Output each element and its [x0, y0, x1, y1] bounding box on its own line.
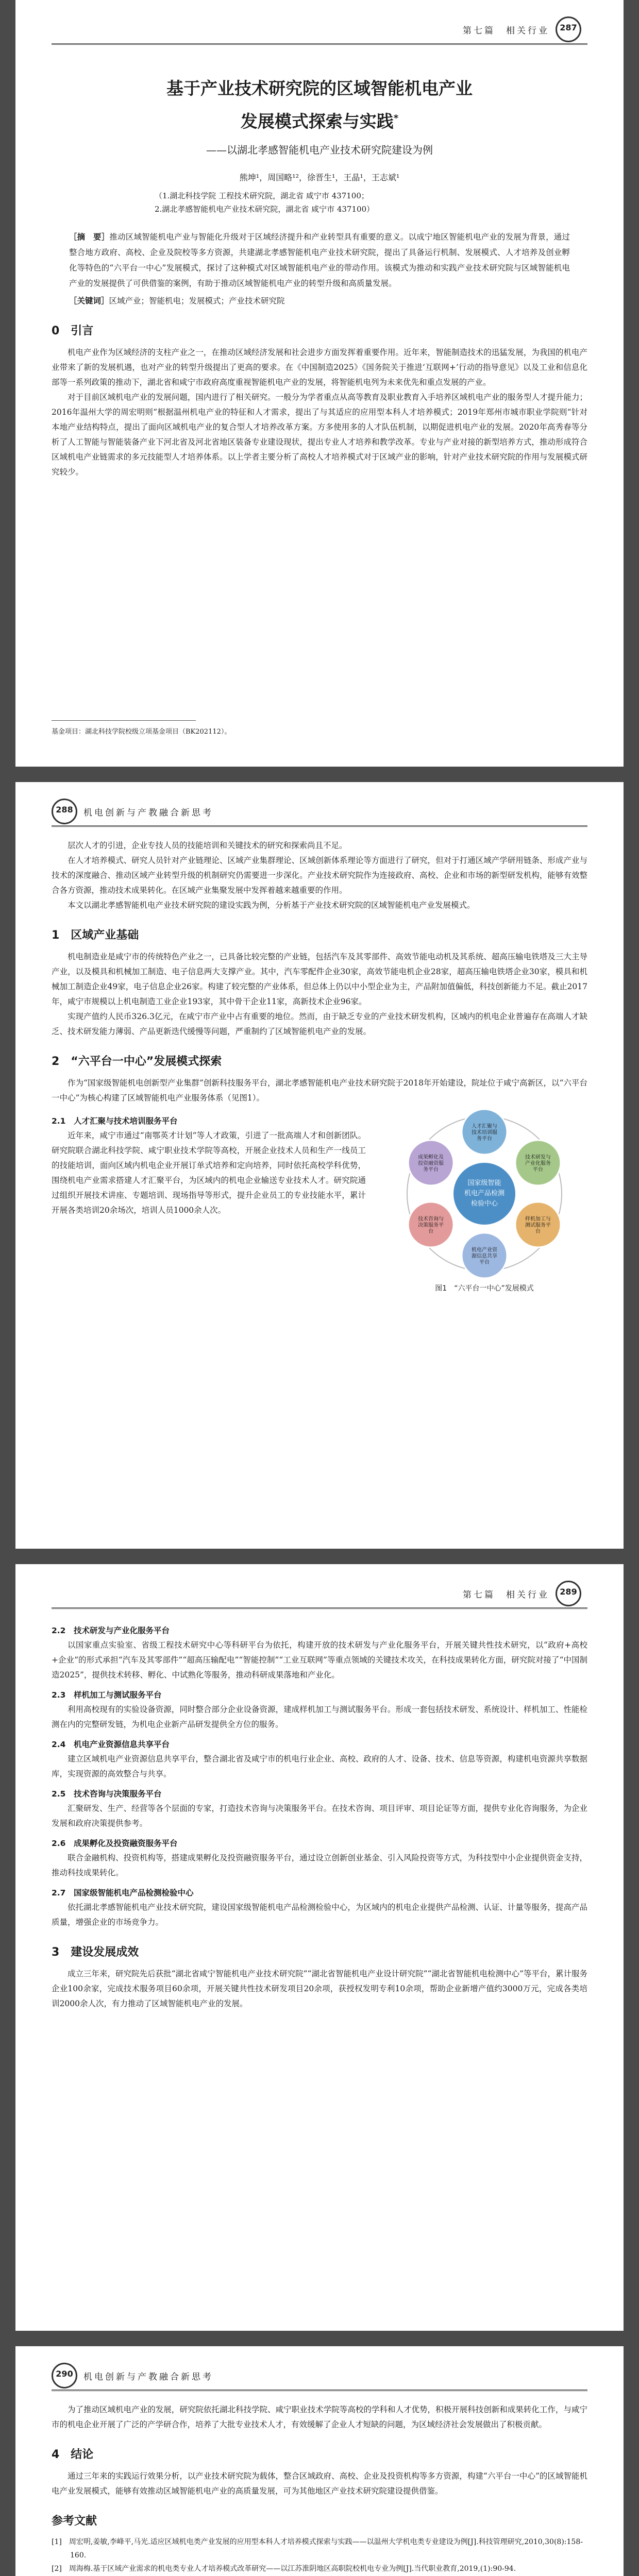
center-label-3: 检验中心	[470, 1200, 498, 1208]
platform-node-label: 样机加工与测试服务平台	[525, 1216, 551, 1234]
reference-item: [1] 周宏明,姜敏,李峰平,马光.适应区域机电类产业发展的应用型本科人才培养模式探索与实践——以温州大学机电类专业建设为例[J].科技管理研究,2010,30(8):158-160.	[52, 2538, 583, 2560]
platform-node-label: 技术研发与产业化服务平台	[525, 1155, 551, 1173]
page-header	[52, 2362, 587, 2391]
paragraph: 建立区域机电产业资源信息共享平台，整合湖北省及咸宁市的机电行业企业、高校、政府的人才、设备、技术、信息等资源，构建机电资源共享数据库，实现资源的高效整合与共享。	[52, 1754, 587, 1778]
paragraph: 为了推动区域机电产业的发展，研究院依托湖北科技学院、咸宁职业技术学院等高校的学科和人才优势，积极开展科技创新和成果转化工作，与咸宁市的机电企业开展了广泛的产学研合作，培养了大批专业技术人才，有效缓解了企业人才短缺的问题，为区域经济社会发展做出了积极贡献。	[52, 2405, 587, 2429]
paragraph: 本文以湖北孝感智能机电产业技术研究院的建设实践为例，分析基于产业技术研究院的区域智能机电产业发展模式。	[68, 901, 475, 910]
paragraph: 作为“国家级智能机电创新型产业集群”创新科技服务平台，湖北孝感智能机电产业技术研究院于2018年开始建设，院址位于咸宁高新区，以“六平台一中心”为核心构建了区域智能机电产业服务体系（见图1）。	[52, 1078, 587, 1103]
paragraph: 以国家重点实验室、省级工程技术研究中心等科研平台为依托，构建开放的技术研发与产业化服务平台，开展关键共性技术研究，以“政府+高校+企业”的形式承担“汽车及其零部件”“超高压输配电”“智能控制”“工业互联网”等重点领域的关键技术攻关，在科技成果转化方面，研究院对接了“中国制造2025”，提供技术转移、孵化、中试熟化等服务，推动科研成果落地和产业化。	[52, 1640, 587, 1680]
title-line-1: 基于产业技术研究院的区域智能机电产业	[166, 78, 473, 98]
section-heading: 1 区域产业基础	[52, 929, 139, 942]
paragraph: 依托湖北孝感智能机电产业技术研究院，建设国家级智能机电产品检测检验中心，为区域内的机电企业提供产品检测、认证、计量等服务，提高产品质量，增强企业的市场竞争力。	[52, 1903, 587, 1927]
section-header: 第七篇 相关行业	[463, 25, 549, 36]
affiliation-1: （1.湖北科技学院 工程技术研究院，湖北省 咸宁市 437100；	[155, 191, 369, 200]
subsection-heading: 2.1 人才汇聚与技术培训服务平台	[52, 1116, 178, 1126]
center-label-2: 机电产品检测	[464, 1190, 505, 1197]
reference-list	[52, 2535, 587, 2576]
subsection-heading: 2.3 样机加工与测试服务平台	[52, 1690, 162, 1700]
page-number: 290	[52, 2363, 77, 2388]
section-heading: 3 建设发展成效	[52, 1946, 139, 1959]
page-1	[15, 0, 624, 767]
two-column-block	[52, 1109, 587, 1293]
abstract	[69, 229, 570, 291]
page-4	[15, 2346, 624, 2576]
page-3	[15, 1564, 624, 2331]
section-heading: 2 “六平台一中心”发展模式探索	[52, 1055, 222, 1068]
page-number: 288	[52, 799, 77, 824]
page-number: 287	[556, 16, 581, 42]
paragraph: 机电产业作为区域经济的支柱产业之一，在推动区域经济发展和社会进步方面发挥着重要作用。近年来，智能制造技术的迅猛发展，为我国的机电产业带来了新的发展机遇，也对产业的转型升级提出了更高的要求。在《中国制造2025》《国务院关于推进‘互联网+’行动的指导意见》以及工业和信息化部等一系列政策的推动下，湖北省和咸宁市政府高度重视智能机电产业的发展，将智能机电列为未来优先和重点发展的产业。	[52, 348, 587, 387]
paragraph: 成立三年来，研究院先后获批“湖北省咸宁智能机电产业技术研究院”“湖北省智能机电产业设计研究院”“湖北省智能机电检测中心”等平台，累计服务企业100余家，完成技术服务项目60余项，开展关键共性技术研发项目20余项，获授权发明专利10余项，帮助企业新增产值约3000万元，完成各类培训2000余人次，有力推动了区域智能机电产业的发展。	[52, 1969, 587, 2008]
paragraph: 实现产值约人民币326.3亿元，在咸宁市产业中占有重要的地位。然而，由于缺乏专业的产业技术研发机构，区域内的机电企业普遍存在高端人才缺乏、技术研发能力薄弱、产品更新迭代缓慢等问题，严重制约了区域智能机电产业的发展。	[52, 1012, 587, 1036]
paragraph: 对于目前区域机电产业的发展问题，国内进行了相关研究。一般分为学者重点从高等教育及职业教育入手培养区域机电产业的服务型人才提升能力；2016年温州大学的周宏明则“根据温州机电产业的特征和人才需求，提出了与其适应的应用型本科人才培养模式；2019年郑州市城市职业学院则“针对本地产业结构特点，提出了面向区域机电产业的复合型人才培养改革方案。方多使用多的人才队伍机制，以期促进机电产业的发展。2020年高秀春等分析了人工智能与智能装备产业下河北省及河北省地区装备专业建设现状，提出专业人才培养和教学改革。专业与产业对接的新型培养方式，推动形成符合区域机电产业链需求的多元技能型人才培养体系。以上学者主要分析了高校人才培养模式对于区域产业的影响，针对产业技术研究院的作用与发展模式研究较少。	[52, 393, 587, 477]
section-header: 第七篇 相关行业	[463, 1589, 549, 1600]
subsection-heading: 2.6 成果孵化及投资融资服务平台	[52, 1839, 178, 1848]
platform-node-label: 人才汇聚与技术培训服务平台	[472, 1124, 497, 1142]
platform-node-label: 机电产业资源信息共享平台	[472, 1247, 497, 1265]
page-2	[15, 782, 624, 1549]
affiliations	[155, 189, 587, 216]
book-header: 机电创新与产教融合新思考	[83, 807, 213, 818]
keywords-label: ［关键词］	[69, 296, 109, 306]
reference-item: [2] 周海梅.基于区域产业需求的机电类专业人才培养模式改革研究——以江苏淮阴地区高职院校机电专业为例[J].当代职业教育,2019,(1):90-94.	[52, 2565, 516, 2573]
keywords	[69, 293, 570, 309]
platform-node-label: 成果孵化及投资融资服务平台	[418, 1155, 444, 1173]
paragraph: 层次人才的引进，企业专技人员的技能培训和关键技术的研究和探索尚且不足。	[68, 841, 347, 850]
page-number: 289	[556, 1581, 581, 1606]
keywords-text: 区域产业；智能机电；发展模式；产业技术研究院	[109, 296, 285, 306]
affiliation-2: 2.湖北孝感智能机电产业技术研究院，湖北省 咸宁市 437100）	[155, 205, 375, 214]
platform-node-label: 技术咨询与决策服务平台	[418, 1216, 444, 1234]
subsection-heading: 2.5 技术咨询与决策服务平台	[52, 1789, 162, 1799]
paragraph: 汇聚研发、生产、经营等各个层面的专家，打造技术咨询与决策服务平台。在技术咨询、项目评审、项目论证等方面，提供专业化咨询服务，为企业发展和政府决策提供参考。	[52, 1804, 587, 1828]
section-heading: 4 结论	[52, 2448, 94, 2461]
paragraph: 近年来，咸宁市通过“南鄂英才计划”等人才政策，引进了一批高端人才和创新团队。研究院联合湖北科技学院、咸宁职业技术学院等高校，开展企业技术人员和生产一线员工的技能培训，面向区域内机电企业开展订单式培养和定向培养，同时依托高校学科优势，围绕机电产业需求搭建人才汇聚平台，为区域内的机电企业输送专业技术人才。研究院通过组织开展技术讲座、专题培训、现场指导等形式，提升企业员工的专业技能水平，累计开展各类培训20余场次，培训人员1000余人次。	[52, 1131, 366, 1215]
article-title	[52, 74, 587, 137]
figure-1	[381, 1109, 587, 1293]
paragraph: 通过三年来的实践运行效果分析，以产业技术研究院为载体，整合区域政府、高校、企业及投资机构等多方资源，构建“六平台一中心”的区域智能机电产业发展模式，能够有效推动区域智能机电产业的高质量发展，可为其他地区产业技术研究院建设提供借鉴。	[52, 2471, 587, 2496]
subsection-heading: 2.2 技术研发与产业化服务平台	[52, 1626, 170, 1635]
abstract-text: 推动区域智能机电产业与智能化升级对于区域经济提升和产业转型具有重要的意义。以成宁地区智能机电产业的发展为背景，通过整合地方政府、高校、企业及院校等多方资源，共建湖北孝感智能机电产业技术研究院，提出了具备运行机制、发展模式、人才培养及创业孵化等特色的“六平台一中心”发展模式，探讨了这种模式对区域智能机电产业的带动作用。该模式为推动和实践产业技术研究院与区域智能机电产业的发展提供了可供借鉴的案例，有助于推动区域智能机电产业的转型升级和高质量发展。	[69, 232, 570, 288]
model-diagram	[386, 1109, 582, 1279]
section-heading: 0 引言	[52, 325, 94, 337]
paragraph: 在人才培养模式、研究人员针对产业链理论、区域产业集群理论、区域创新体系理论等方面进行了研究，但对于打通区域产学研用链条、形成产业与技术的深度融合、推动区域产业转型升级的机制研究仍需要进一步深化。产业技术研究院作为连接政府、高校、企业和市场的新型研发机构，能够有效整合各方资源，推动技术成果转化。在区域产业集聚发展中发挥着越来越重要的作用。	[52, 856, 587, 895]
author-list: 熊坤¹，周国略¹²，徐晋生¹，王晶¹，王志斌¹	[239, 173, 400, 182]
references-heading: 参考文献	[52, 2515, 97, 2528]
paragraph: 利用高校现有的实验设备资源，同时整合部分企业设备资源，建成样机加工与测试服务平台。形成一套包括技术研发、系统设计、样机加工、性能检测在内的完整研发链，为机电企业新产品研发提供全方位的服务。	[52, 1705, 587, 1729]
subsection-heading: 2.4 机电产业资源信息共享平台	[52, 1740, 170, 1749]
paragraph: 机电制造业是咸宁市的传统特色产业之一，已具备比较完整的产业链，包括汽车及其零部件、高效节能电动机及其系统、超高压输电铁塔及三大主导产业，以及模具和机械加工制造、电子信息两大支撑产业。其中，汽车零配件企业30家，高效节能电机企业28家，超高压输电铁塔企业30家，模具和机械加工制造企业49家，电子信息企业26家。构建了较完整的产业体系，但总体上仍以中小型企业为主，产品附加值偏低，科技创新能力不足。截止2017年，咸宁市规模以上机电制造工业企业193家，其中骨干企业11家，高新技术企业96家。	[52, 952, 587, 1006]
abstract-label: ［摘 要］	[69, 232, 110, 242]
fund-footnote: 基金项目：湖北科技学院校级立项基金项目（BK202112）。	[52, 720, 196, 736]
title-footnote-mark: *	[393, 113, 399, 124]
subsection-heading: 2.7 国家级智能机电产品检测检验中心	[52, 1888, 194, 1897]
center-label-1: 国家级智能	[467, 1179, 501, 1187]
book-header: 机电创新与产教融合新思考	[83, 2371, 213, 2382]
figure-caption: 图1 “六平台一中心”发展模式	[435, 1284, 534, 1293]
title-line-2: 发展模式探索与实践	[240, 111, 394, 131]
article-subtitle: ——以湖北孝感智能机电产业技术研究院建设为例	[206, 144, 433, 156]
page-header	[52, 1580, 587, 1609]
page-header	[52, 798, 587, 827]
page-header	[52, 15, 587, 45]
paragraph: 联合金融机构、投资机构等，搭建成果孵化及投资融资服务平台，通过设立创新创业基金、引入风险投资等方式，为科技型中小企业提供资金支持，推动科技成果转化。	[52, 1853, 587, 1877]
